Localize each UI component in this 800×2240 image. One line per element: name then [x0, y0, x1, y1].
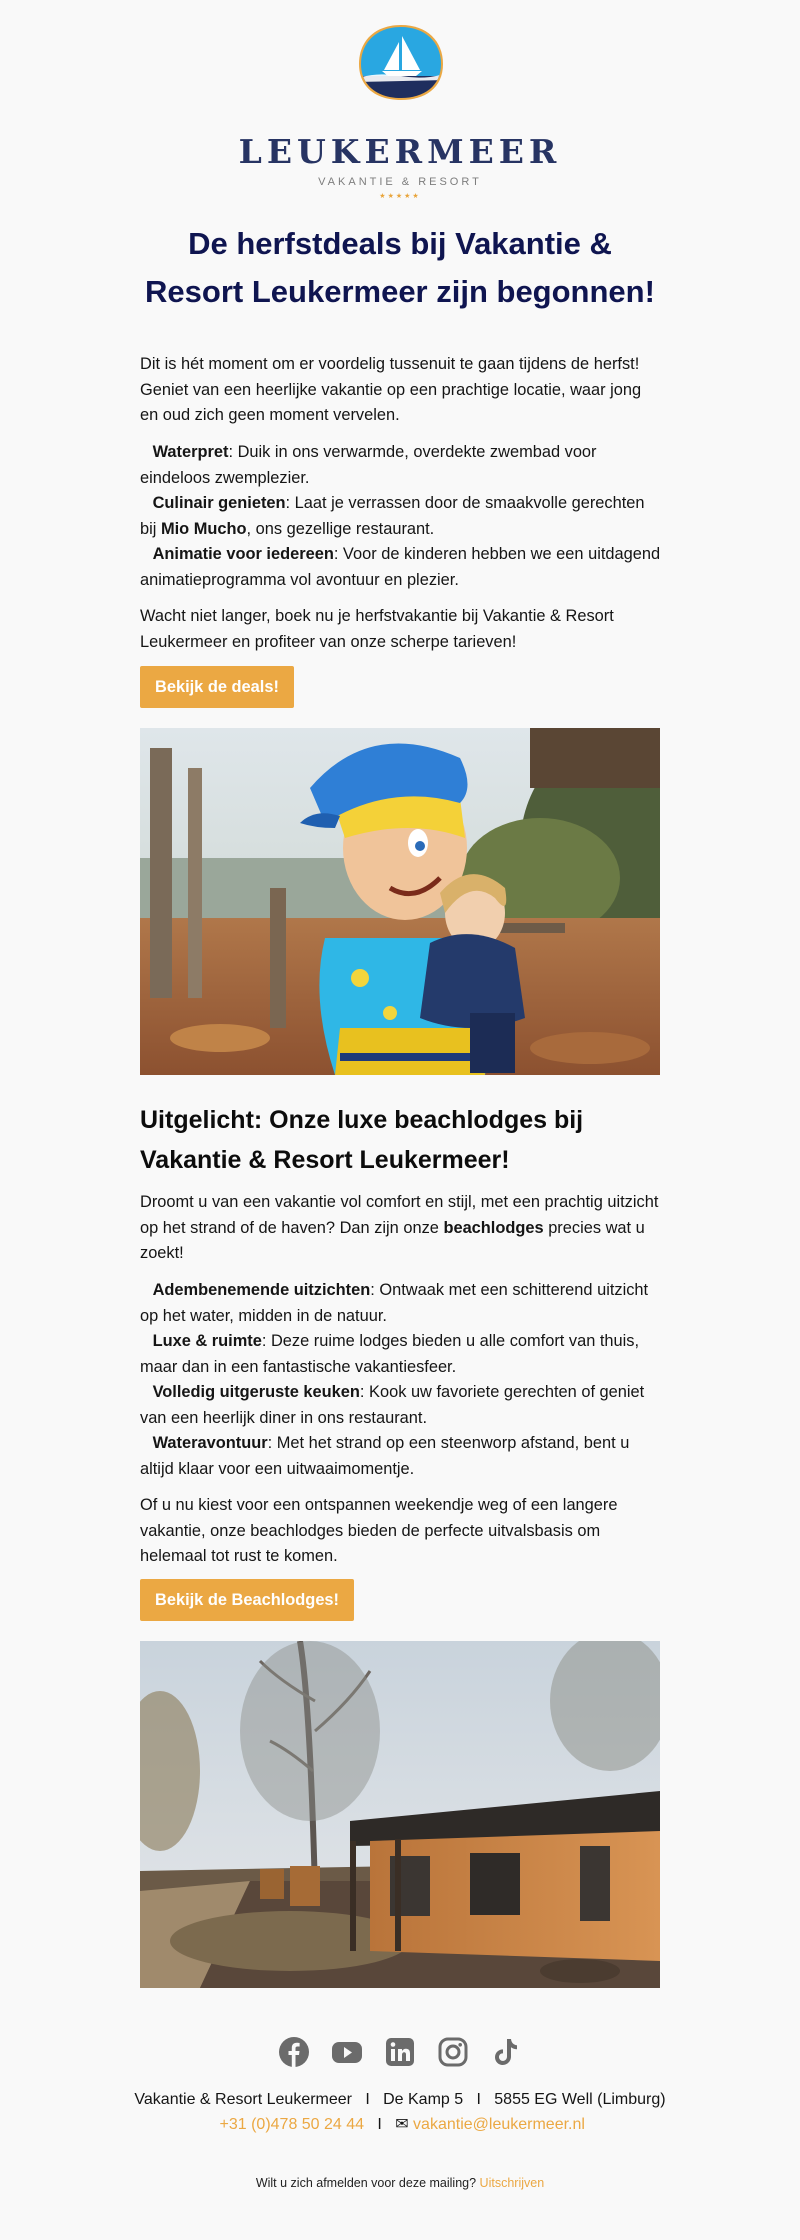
feature-title: Volledig uitgeruste keuken: [152, 1383, 360, 1401]
list-item: [140, 440, 662, 491]
linkedin-icon[interactable]: [384, 2036, 416, 2068]
youtube-icon[interactable]: [331, 2036, 363, 2068]
list-item: [140, 1380, 662, 1431]
sailboat-emblem-icon: [358, 24, 444, 102]
beachlodge-photo: [140, 1641, 660, 1988]
feature-title: Animatie voor iedereen: [152, 545, 334, 563]
feature-text: : Duik in ons verwarmde, overdekte zwembad voor eindeloos zwemplezier.: [140, 443, 597, 487]
feature-text: , ons gezellige restaurant.: [246, 519, 435, 538]
beachlodges-heading: Uitgelicht: Onze luxe beachlodges bij Vakantie & Resort Leukermeer!: [140, 1106, 584, 1174]
feature-text: : Deze ruime lodges bieden u alle comfort van thuis, maar dan in een fantastische vakantiesfeer.: [140, 1332, 640, 1376]
feature-list: [140, 440, 662, 593]
feature-title: Luxe & ruimte: [152, 1332, 262, 1350]
facebook-icon[interactable]: [278, 2036, 310, 2068]
brand-stars: ★★★★★: [379, 193, 421, 200]
lodge-feature-list: [140, 1278, 662, 1482]
mascot-image: [140, 728, 660, 1075]
feature-title: Waterpret: [152, 443, 229, 461]
mail-icon: ✉: [395, 2116, 409, 2133]
separator: I: [364, 2116, 396, 2133]
brand-tagline: VAKANTIE & RESORT: [318, 176, 482, 188]
feature-text: : Ontwaak met een schitterend uitzicht op het water, midden in de natuur.: [140, 1281, 649, 1325]
intro-text: Droomt u van een vakantie vol comfort en stijl, met een prachtig uitzicht op het strand of de haven? Dan zijn onze: [140, 1193, 659, 1237]
unsubscribe-link[interactable]: Uitschrijven: [479, 2176, 545, 2190]
list-item: [140, 1329, 662, 1380]
unsubscribe-text: Wilt u zich afmelden voor deze mailing?: [255, 2176, 480, 2190]
feature-text: : Met het strand op een steenworp afstand, bent u altijd klaar voor een uitwaaimomentje.: [140, 1434, 630, 1478]
feature-text: : Voor de kinderen hebben we een uitdagend animatieprogramma vol avontuur en plezier.: [140, 545, 661, 589]
email-link[interactable]: vakantie@leukermeer.nl: [413, 2116, 585, 2133]
headline-text: De herfstdeals bij Vakantie & Resort Leukermeer zijn begonnen!: [145, 226, 655, 309]
tiktok-icon[interactable]: [490, 2036, 522, 2068]
brand-name: LEUKERMEER: [238, 132, 562, 171]
view-deals-button[interactable]: Bekijk de deals!: [140, 666, 294, 708]
cta-paragraph: Wacht niet langer, boek nu je herfstvakantie bij Vakantie & Resort Leukermeer en profiteer van onze scherpe tarieven!: [140, 607, 614, 651]
list-item: [140, 491, 662, 542]
feature-text: : Kook uw favoriete gerechten of geniet van een heerlijk diner in ons restaurant.: [140, 1383, 645, 1427]
contact-line: [0, 2113, 800, 2137]
feature-title: Wateravontuur: [152, 1434, 268, 1452]
list-item: [140, 542, 662, 593]
beachlodges-bold: beachlodges: [443, 1218, 544, 1237]
brand-logo[interactable]: [0, 20, 800, 200]
list-item: [140, 1431, 662, 1482]
feature-title: Adembenemende uitzichten: [152, 1281, 371, 1299]
mascot-photo: [140, 728, 660, 1075]
closing-paragraph: Of u nu kiest voor een ontspannen weekendje weg of een langere vakantie, onze beachlodges bieden de perfecte uitvalsbasis om helemaal tot rust te komen.: [140, 1496, 618, 1565]
unsubscribe-line: [0, 2174, 800, 2192]
beachlodge-image: [140, 1641, 660, 1988]
intro-paragraph: Dit is hét moment om er voordelig tussenuit te gaan tijdens de herfst! Geniet van een heerlijke vakantie op een prachtige locatie, waar jong en oud zich geen moment vervelen.: [140, 355, 642, 424]
company-address: Vakantie & Resort Leukermeer I De Kamp 5 I 5855 EG Well (Limburg): [134, 2091, 666, 2108]
beachlodges-intro: [140, 1190, 662, 1267]
instagram-icon[interactable]: [437, 2036, 469, 2068]
phone-link[interactable]: +31 (0)478 50 24 44: [219, 2116, 365, 2133]
view-beachlodges-button[interactable]: Bekijk de Beachlodges!: [140, 1579, 354, 1621]
list-item: [140, 1278, 662, 1329]
feature-text: : Laat je verrassen door de smaakvolle gerechten bij: [140, 494, 645, 538]
intro-text: precies wat u zoekt!: [140, 1218, 645, 1262]
feature-title: Culinair genieten: [152, 494, 286, 512]
social-links: [0, 2036, 800, 2070]
restaurant-name: Mio Mucho: [160, 519, 247, 538]
page-title: [140, 220, 660, 316]
